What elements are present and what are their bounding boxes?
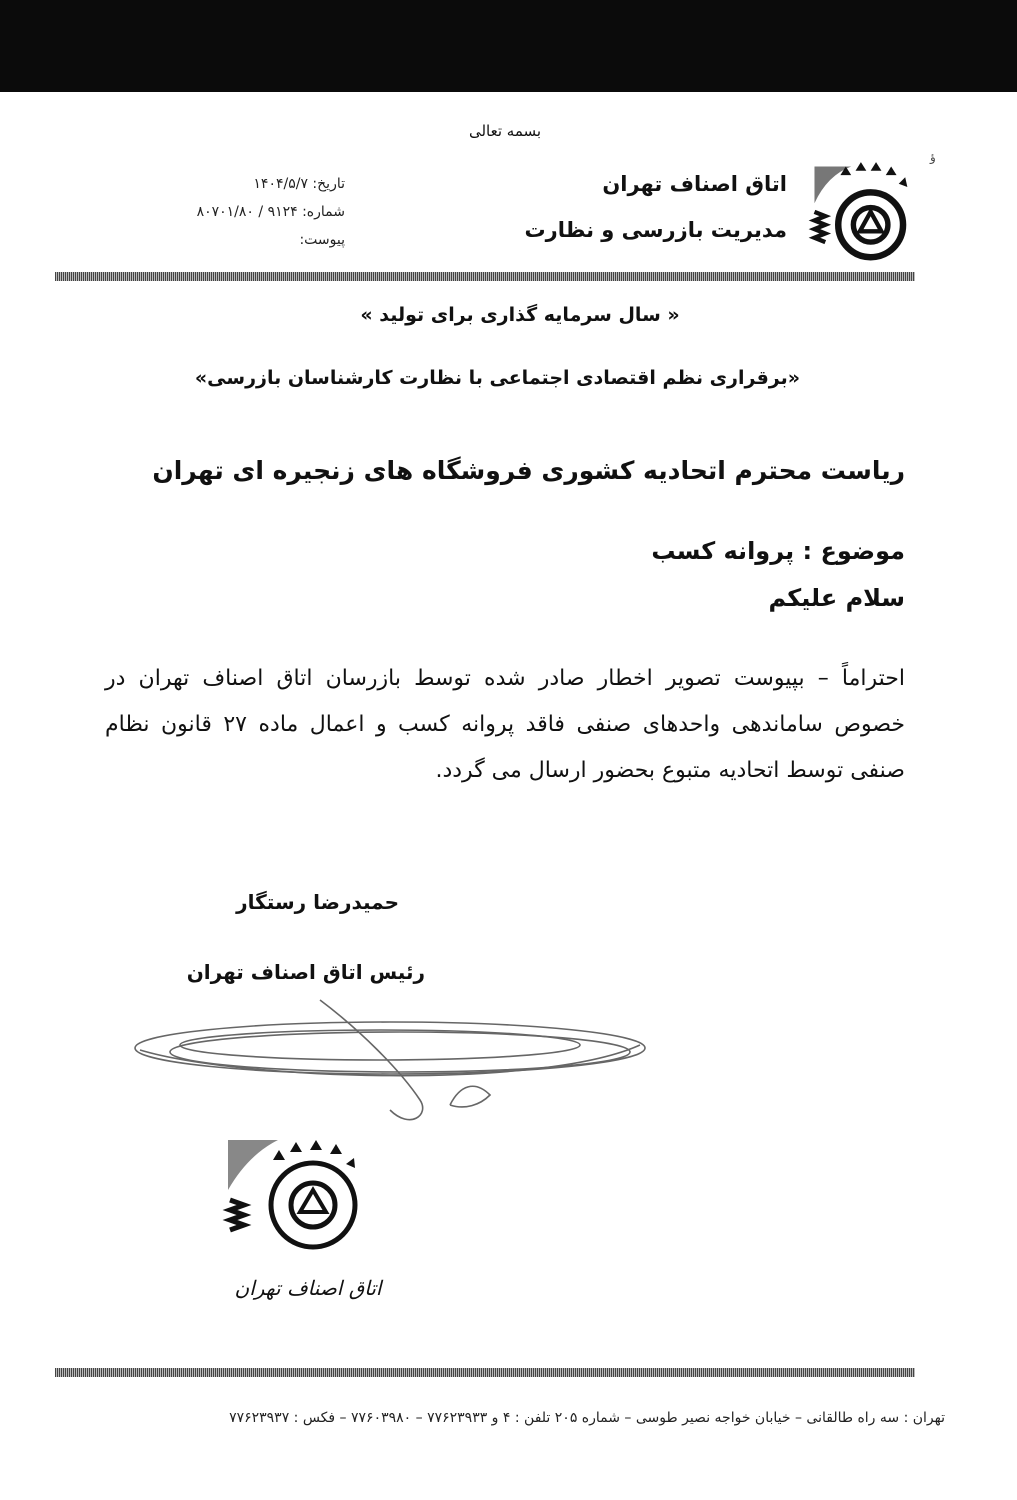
header-divider	[55, 272, 915, 281]
signer-title: رئیس اتاق اصناف تهران	[186, 960, 425, 984]
stamp-label: اتاق اصناف تهران	[234, 1276, 382, 1300]
department-name: مدیریت بازرسی و نظارت	[524, 218, 787, 242]
footer-address: تهران : سه راه طالقانی – خیابان خواجه نصیر طوسی – شماره ۲۰۵ تلفن : ۴ و ۷۷۶۲۳۹۳۳ – ۷۷۶۰۳۹۸۰ – فکس : ۷۷۶۲۳۹۳۷	[229, 1410, 945, 1426]
basmala: بسمه تعالی	[468, 122, 542, 140]
footer-divider	[55, 1368, 915, 1377]
letter-body: احتراماً – بپیوست تصویر اخطار صادر شده توسط بازرسان اتاق اصناف تهران در خصوص ساماندهی واحدهای صنفی فاقد پروانه کسب و اعمال ماده ۲۷ قانون نظام صنفی توسط اتحادیه متبوع بحضور ارسال می گردد.	[105, 666, 905, 783]
letter-number: شماره: ۹۱۲۴ / ۸۰۷۰۱/۸۰	[196, 204, 345, 220]
official-stamp	[218, 1130, 393, 1310]
guild-chamber-logo-icon	[808, 160, 916, 268]
letter-greeting: سلام علیکم	[768, 584, 905, 612]
year-slogan: « سال سرمایه گذاری برای تولید »	[360, 304, 680, 326]
letter-attachment: پیوست:	[299, 232, 345, 248]
margin-mark: ؤ	[930, 150, 936, 164]
letter-date: تاریخ: ۱۴۰۴/۵/۷	[253, 176, 345, 192]
handwritten-signature	[120, 990, 660, 1140]
signer-name: حمیدرضا رستگار	[236, 890, 399, 914]
inspection-slogan: «برقراری نظم اقتصادی اجتماعی با نظارت کارشناسان بازرسی»	[194, 367, 800, 389]
letter-recipient: ریاست محترم اتحادیه کشوری فروشگاه های زنجیره ای تهران	[152, 456, 905, 485]
organization-name: اتاق اصناف تهران	[602, 172, 787, 196]
letter-subject: موضوع : پروانه کسب	[651, 537, 905, 565]
scan-top-black-band	[0, 0, 1017, 92]
